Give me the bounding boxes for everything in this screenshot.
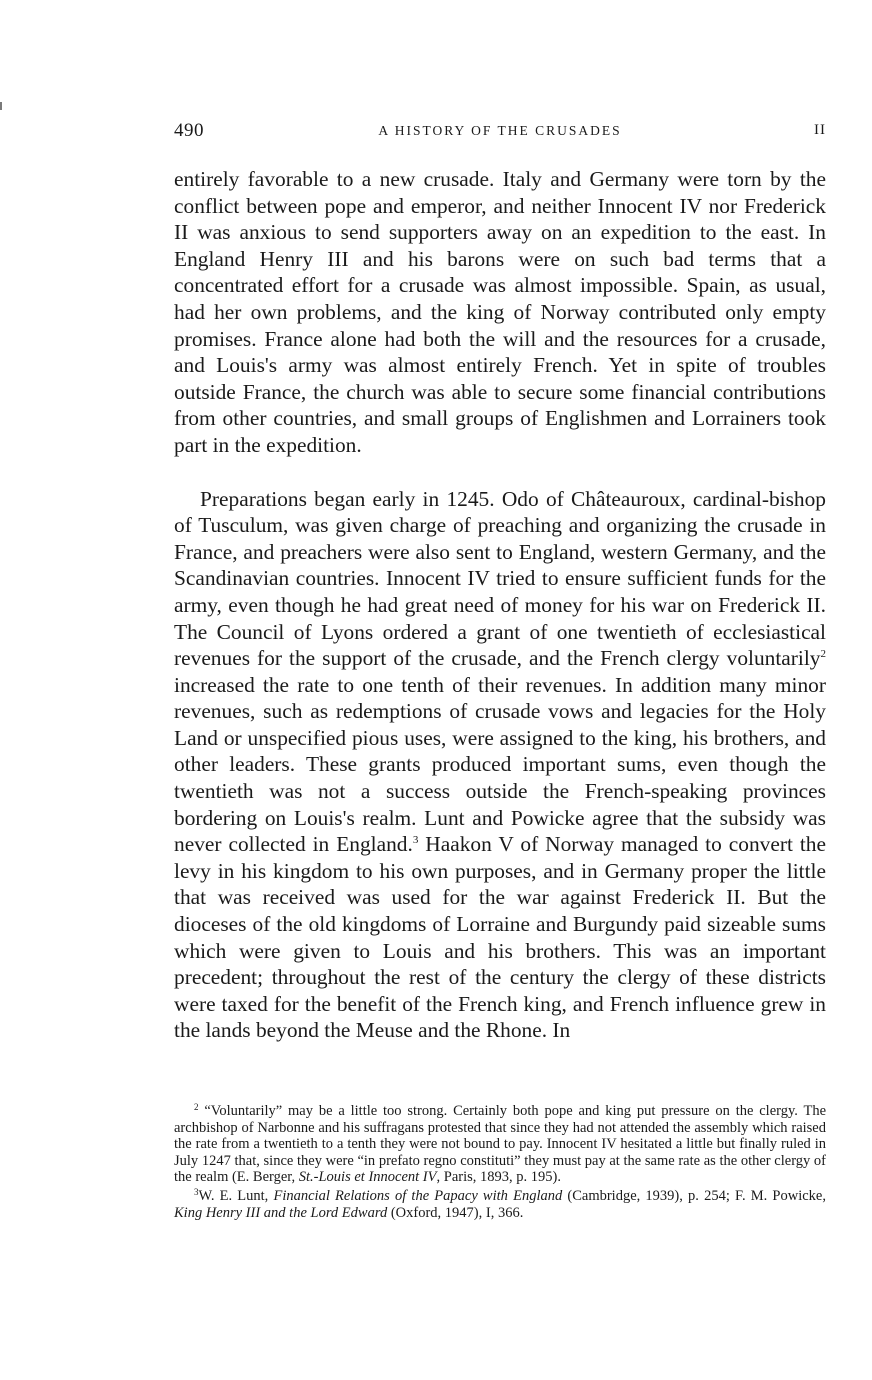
running-title: A HISTORY OF THE CRUSADES <box>378 123 622 138</box>
scan-edge-mark <box>0 102 2 110</box>
footnote-3-author-1: W. E. Lunt, <box>198 1187 274 1204</box>
footnote-2 <box>174 1103 826 1186</box>
footnotes <box>174 1103 826 1221</box>
volume-number: II <box>814 122 826 138</box>
footnote-2-text-2: , Paris, 1893, p. 195). <box>436 1169 561 1186</box>
footnote-2-title: St.-Louis et Innocent IV <box>298 1169 437 1186</box>
footnote-marker-3: 3 <box>194 1186 199 1197</box>
paragraph-2-part-3: Haakon V of Norway managed to convert the levy in his kingdom to his own purposes, and in Germany proper the little that was received was used for the war against Frederick II. But the dioceses of the old kingdoms of Lorraine and Burgundy paid sizeable sums which were given to Louis and his brothers. This was an important precedent; throughout the rest of the century the clergy of these districts were taxed for the benefit of the French king, and French influence grew in the lands beyond the Meuse and the Rhone. In <box>174 832 826 1043</box>
footnote-3-text-1: (Cambridge, 1939), p. 254; F. M. Powicke, <box>562 1187 826 1204</box>
body-text <box>174 166 826 1044</box>
paragraph-2-part-1: Preparations began early in 1245. Odo of Châteauroux, cardinal-bishop of Tusculum, was given charge of preaching and organizing the crusade in France, and preachers were also sent to England, western Germany, and the Scandinavian countries. Innocent IV tried to ensure sufficient funds for the army, even though he had great need of money for his war on Frederick II. The Council of Lyons ordered a grant of one twentieth of ecclesiastical revenues for the support of the crusade, and the French clergy voluntarily <box>174 486 826 671</box>
running-head <box>174 120 826 142</box>
footnote-marker-2: 2 <box>194 1102 199 1112</box>
footnote-3-title-1: Financial Relations of the Papacy with England <box>273 1187 563 1204</box>
paragraph-2-part-2: increased the rate to one tenth of their revenues. In addition many minor revenues, such as redemptions of crusade vows and legacies for the Holy Land or unspecified pious uses, were assigned to the king, his brothers, and other leaders. These grants produced important sums, even though the twentieth was not a success outside the French-speaking provinces bordering on Louis's realm. Lunt and Powicke agree that the subsidy was never collected in England. <box>174 672 826 857</box>
footnote-3 <box>174 1188 826 1221</box>
footnote-reference-2[interactable]: 2 <box>820 648 826 661</box>
paragraph-1: entirely favorable to a new crusade. Italy and Germany were torn by the conflict between pope and emperor, and neither Innocent IV nor Frederick II was anxious to send supporters away on an expedition to the east. In England Henry III and his barons were on such bad terms that a concentrated effort for a crusade was almost impossible. Spain, as usual, had her own problems, and the king of Norway contributed only empty promises. France alone had both the will and the resources for a crusade, and Louis's army was almost entirely French. Yet in spite of troubles outside France, the church was able to secure some financial contributions from other countries, and small groups of Englishmen and Lorrainers took part in the expedition. <box>174 167 826 457</box>
page-number: 490 <box>174 120 204 141</box>
footnote-3-text-2: (Oxford, 1947), I, 366. <box>387 1204 524 1221</box>
footnote-3-title-2: King Henry III and the Lord Edward <box>174 1204 388 1221</box>
footnote-reference-3[interactable]: 3 <box>412 834 419 847</box>
paragraph-2 <box>174 486 826 1044</box>
footnote-2-text-1: “Voluntarily” may be a little too strong. Certainly both pope and king put pressure on the clergy. The archbishop of Narbonne and his suffragans protested that since they had not attended the assembly which raised the rate from a twentieth to a tenth they were not bound to pay. Innocent IV hesitated a little but finally ruled in July 1247 that, since they were “in prefato regno constituti” they must pay at the same rate as the other clergy of the realm (E. Berger, <box>174 1103 827 1186</box>
